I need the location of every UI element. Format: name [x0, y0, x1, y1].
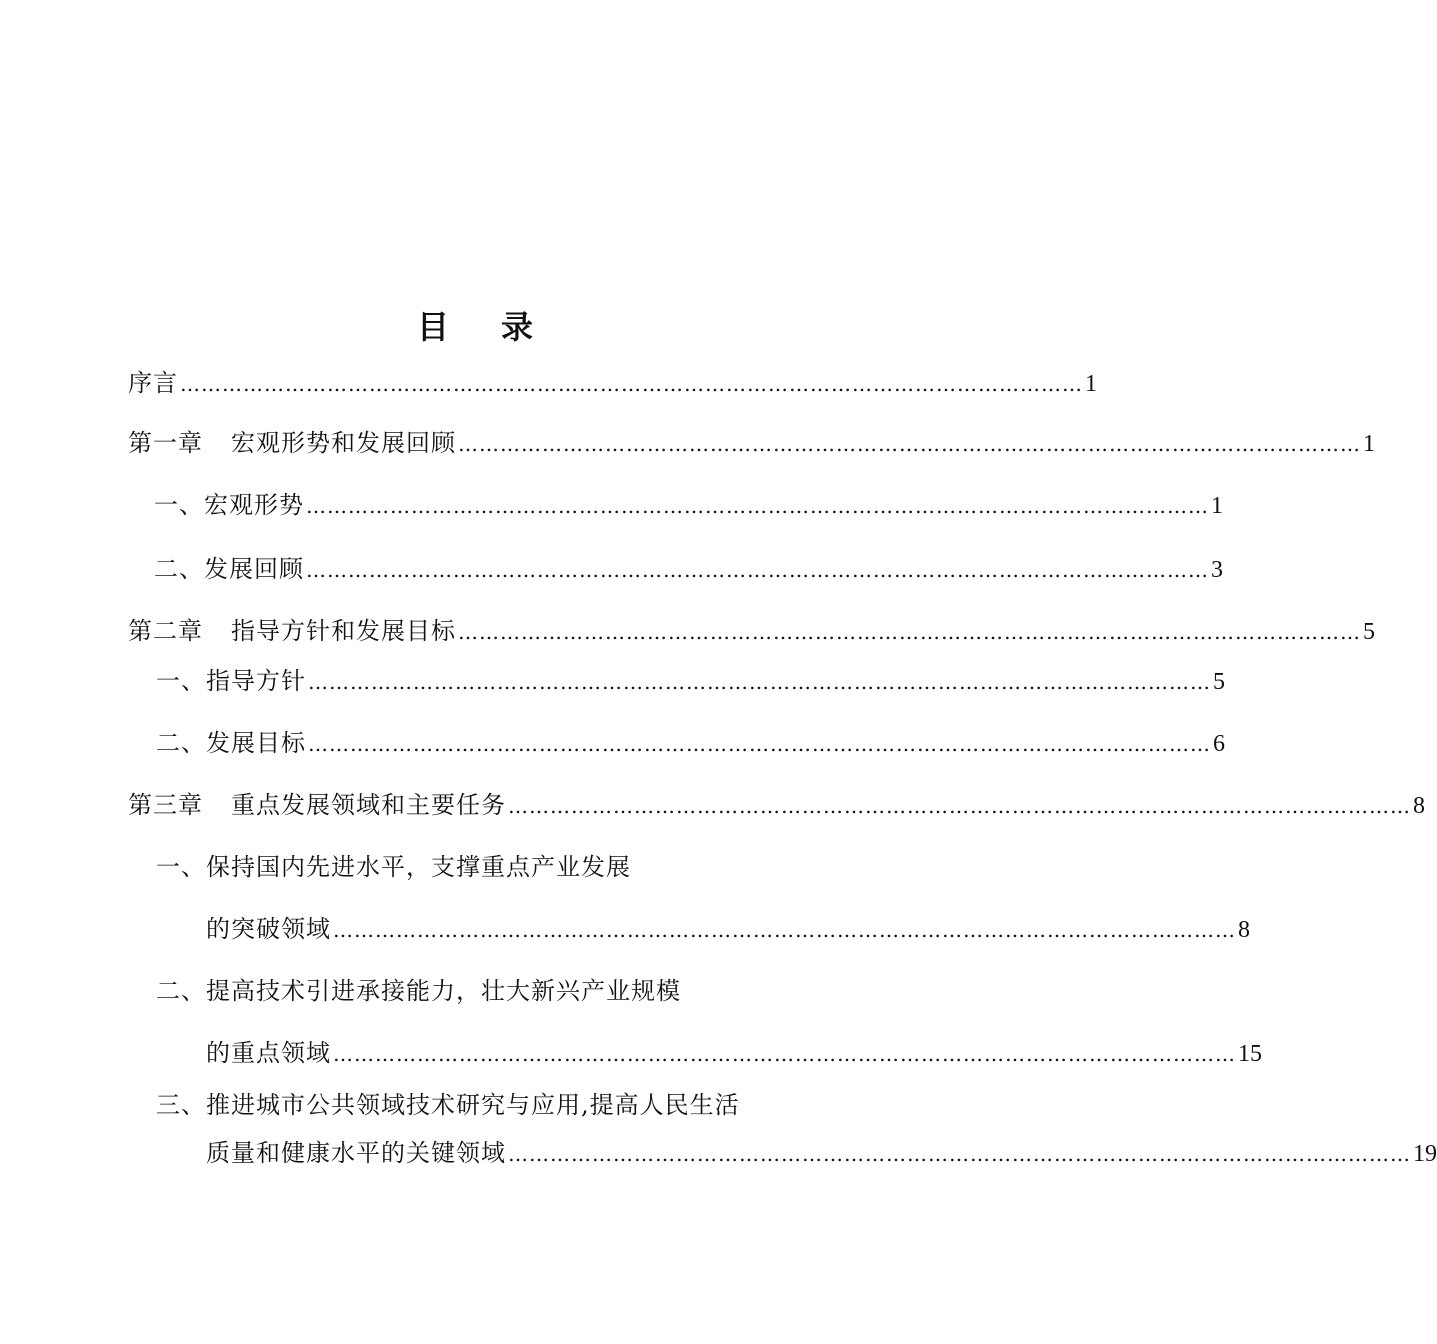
chapter-number: 第二章	[128, 617, 203, 645]
chapter-number: 第三章	[128, 791, 203, 819]
toc-entry-label: 二、发展目标	[156, 729, 306, 757]
toc-page-number: 1	[1085, 371, 1097, 397]
toc-entry-section[interactable]	[206, 1038, 1262, 1068]
toc-page-number: 1	[1363, 431, 1375, 457]
chapter-title: 宏观形势和发展回顾	[231, 429, 456, 457]
toc-entry-section[interactable]	[156, 666, 1225, 696]
toc-entry-section-line1[interactable]: 一、保持国内先进水平，支撑重点产业发展	[156, 853, 631, 881]
chapter-number: 第一章	[128, 429, 203, 457]
toc-leader-dots: …………………………………………………………………………………………………………………	[308, 670, 1211, 694]
chapter-title: 指导方针和发展目标	[231, 617, 456, 645]
toc-page-number: 5	[1213, 669, 1225, 695]
toc-heading	[0, 302, 950, 348]
toc-entry-section[interactable]	[206, 1138, 1437, 1168]
toc-entry-section[interactable]	[154, 490, 1223, 520]
toc-leader-dots: …………………………………………………………………………………………………………………	[508, 1142, 1411, 1166]
toc-entry-label: 的突破领域	[206, 915, 331, 943]
toc-leader-dots: …………………………………………………………………………………………………………………	[458, 432, 1361, 456]
toc-page-number: 3	[1211, 557, 1223, 583]
toc-entry-label: 质量和健康水平的关键领域	[206, 1139, 506, 1167]
toc-entry-label	[128, 428, 456, 458]
toc-entry-section-line1[interactable]: 三、推进城市公共领域技术研究与应用,提高人民生活	[156, 1091, 740, 1119]
toc-entry-preface[interactable]	[128, 368, 1097, 398]
toc-entry-label	[128, 616, 456, 646]
toc-leader-dots: …………………………………………………………………………………………………………………	[308, 732, 1211, 756]
toc-entry-label: 二、发展回顾	[154, 555, 304, 583]
toc-entry-section[interactable]	[154, 554, 1223, 584]
toc-page-number: 19	[1413, 1141, 1437, 1167]
toc-entry-label: 序言	[128, 369, 178, 397]
toc-leader-dots: …………………………………………………………………………………………………………………	[180, 372, 1083, 396]
toc-page-number: 8	[1413, 793, 1425, 819]
toc-leader-dots: …………………………………………………………………………………………………………………	[458, 620, 1361, 644]
toc-entry-label	[128, 790, 506, 820]
toc-page-number: 8	[1238, 917, 1250, 943]
toc-entry-label: 的重点领域	[206, 1039, 331, 1067]
toc-entry-section-line1[interactable]: 二、提高技术引进承接能力，壮大新兴产业规模	[156, 977, 681, 1005]
toc-entry-chapter-3[interactable]	[128, 790, 1425, 820]
toc-heading-part1: 目	[416, 308, 449, 346]
toc-entry-chapter-2[interactable]	[128, 616, 1375, 646]
toc-entry-label: 一、指导方针	[156, 667, 306, 695]
toc-leader-dots: …………………………………………………………………………………………………………………	[333, 1042, 1236, 1066]
toc-entry-section[interactable]	[156, 728, 1225, 758]
toc-page-number: 6	[1213, 731, 1225, 757]
toc-entry-label: 一、宏观形势	[154, 491, 304, 519]
toc-page-number: 5	[1363, 619, 1375, 645]
toc-entry-section[interactable]	[206, 914, 1250, 944]
toc-heading-part2: 录	[501, 308, 534, 346]
toc-page-number: 1	[1211, 493, 1223, 519]
toc-leader-dots: …………………………………………………………………………………………………………………	[306, 494, 1209, 518]
toc-leader-dots: …………………………………………………………………………………………………………………	[508, 794, 1411, 818]
toc-page-number: 15	[1238, 1041, 1262, 1067]
toc-leader-dots: …………………………………………………………………………………………………………………	[333, 918, 1236, 942]
toc-leader-dots: …………………………………………………………………………………………………………………	[306, 558, 1209, 582]
chapter-title: 重点发展领域和主要任务	[231, 791, 506, 819]
toc-entry-chapter-1[interactable]	[128, 428, 1375, 458]
